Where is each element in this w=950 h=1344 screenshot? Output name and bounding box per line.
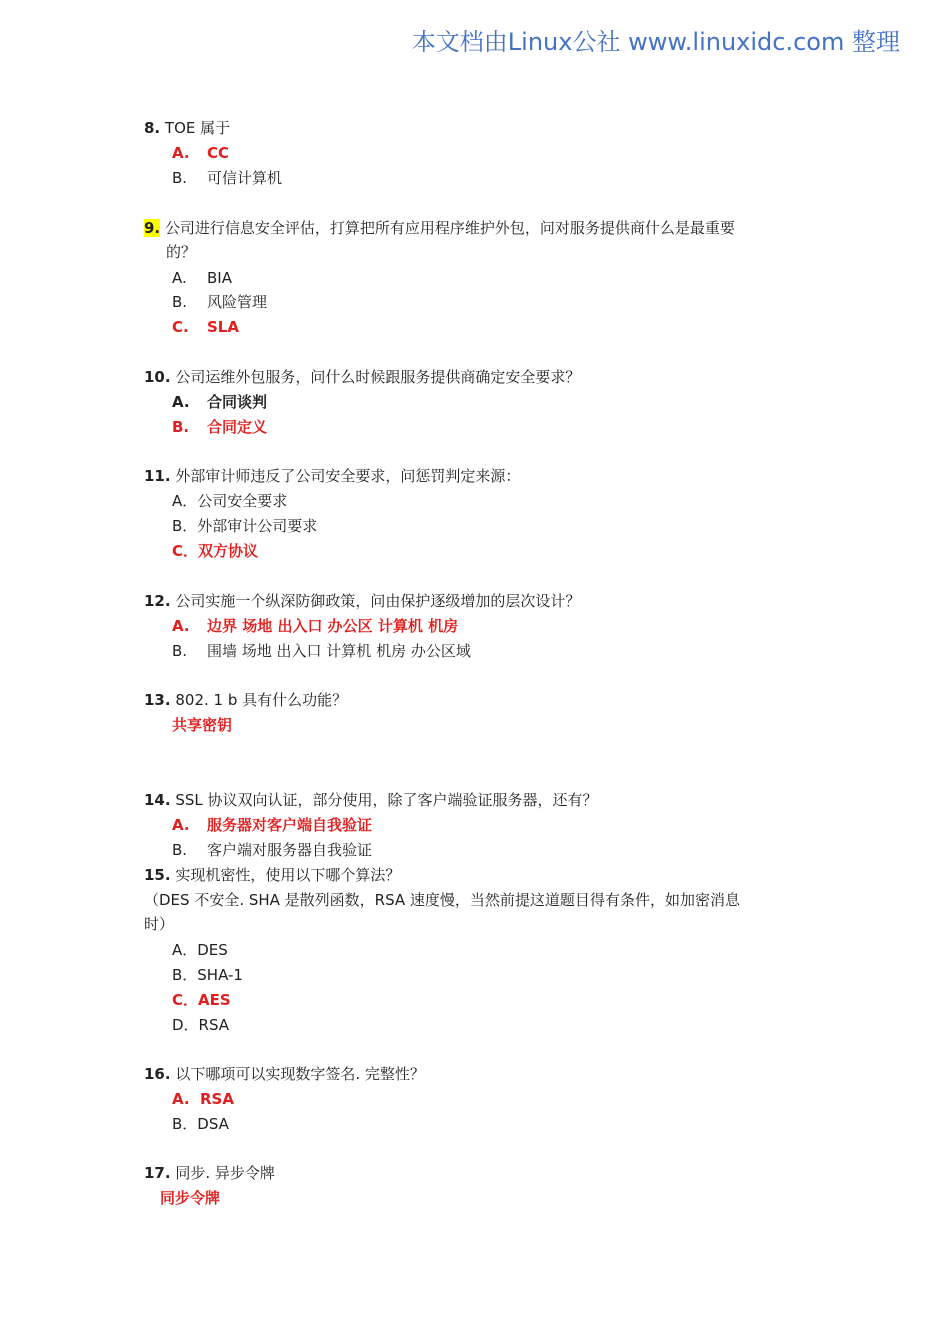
option-letter: A. bbox=[172, 816, 190, 834]
option-b bbox=[172, 168, 282, 188]
option-letter: B. bbox=[172, 169, 188, 187]
question-text: 同步. 异步令牌 bbox=[175, 1164, 275, 1182]
option-text: 合同谈判 bbox=[207, 393, 268, 411]
question-text: 公司运维外包服务，问什么时候跟服务提供商确定安全要求？ bbox=[175, 368, 581, 386]
question-13 bbox=[144, 690, 347, 710]
option-text: BIA bbox=[207, 269, 232, 287]
option-letter: A. bbox=[172, 1090, 190, 1108]
question-number: 8. bbox=[144, 119, 161, 137]
question-text: 公司实施一个纵深防御政策，问由保护逐级增加的层次设计？ bbox=[175, 592, 581, 610]
option-text: 围墙 场地 出入口 计算机 机房 办公区域 bbox=[207, 642, 471, 660]
question-number: 11. bbox=[144, 467, 171, 485]
question-number: 10. bbox=[144, 368, 171, 386]
question-12 bbox=[144, 591, 580, 611]
option-letter: B. bbox=[172, 293, 188, 311]
question-text: SSL 协议双向认证，部分使用，除了客户端验证服务器，还有？ bbox=[175, 791, 598, 809]
question-number: 16. bbox=[144, 1065, 171, 1083]
option-text: SLA bbox=[207, 318, 239, 336]
option-a-correct bbox=[172, 143, 229, 163]
question-10 bbox=[144, 367, 580, 387]
question-text: 802. 1 b 具有什么功能？ bbox=[175, 691, 348, 709]
question-number: 13. bbox=[144, 691, 171, 709]
question-8 bbox=[144, 118, 230, 138]
question-text-continued: 的？ bbox=[166, 243, 197, 261]
option-d: D．RSA bbox=[172, 1016, 230, 1034]
option-letter: C. bbox=[172, 318, 189, 336]
option-text: 可信计算机 bbox=[207, 169, 283, 187]
question-number-highlighted: 9. bbox=[144, 219, 161, 237]
option-a bbox=[172, 268, 232, 288]
option-letter: B. bbox=[172, 642, 188, 660]
question-number: 12. bbox=[144, 592, 171, 610]
option-letter: B. bbox=[172, 841, 188, 859]
question-9 bbox=[144, 218, 735, 238]
question-15 bbox=[144, 865, 400, 885]
option-b bbox=[172, 641, 471, 661]
option-a: A．DES bbox=[172, 941, 228, 959]
option-b: B．SHA-1 bbox=[172, 966, 243, 984]
option-a-correct bbox=[172, 815, 372, 835]
option-letter: A. bbox=[172, 617, 190, 635]
option-text: 客户端对服务器自我验证 bbox=[207, 841, 373, 859]
option-text: 边界 场地 出入口 办公区 计算机 机房 bbox=[207, 617, 459, 635]
option-c-correct: C．AES bbox=[172, 991, 231, 1009]
question-14 bbox=[144, 790, 598, 810]
option-text: 服务器对客户端自我验证 bbox=[207, 816, 373, 834]
question-text: TOE 属于 bbox=[164, 119, 231, 137]
question-number: 17. bbox=[144, 1164, 171, 1182]
option-text: 风险管理 bbox=[207, 293, 268, 311]
option-b bbox=[172, 840, 372, 860]
option-a-correct bbox=[172, 1089, 234, 1109]
question-number: 15. bbox=[144, 866, 171, 884]
option-b bbox=[172, 292, 267, 312]
option-letter: A. bbox=[172, 269, 187, 287]
question-text: 公司进行信息安全评估，打算把所有应用程序维护外包，问对服务提供商什么是最重要 bbox=[164, 219, 735, 237]
option-a bbox=[172, 392, 267, 412]
option-b-correct bbox=[172, 417, 267, 437]
option-c-correct bbox=[172, 317, 239, 337]
question-text: 以下哪项可以实现数字签名. 完整性？ bbox=[175, 1065, 425, 1083]
question-17 bbox=[144, 1163, 275, 1183]
option-a: A．公司安全要求 bbox=[172, 492, 288, 510]
question-note: （DES 不安全. SHA 是散列函数，RSA 速度慢，当然前提这道题目得有条件，如加密消息 bbox=[144, 891, 740, 909]
option-letter: A. bbox=[172, 393, 190, 411]
option-text: 合同定义 bbox=[207, 418, 268, 436]
question-text: 外部审计师违反了公司安全要求，问惩罚判定来源： bbox=[175, 467, 521, 485]
option-text: RSA bbox=[200, 1090, 234, 1108]
question-16 bbox=[144, 1064, 425, 1084]
option-letter: B. bbox=[172, 418, 190, 436]
question-11 bbox=[144, 466, 520, 486]
question-note-continued: 时） bbox=[144, 915, 175, 933]
answer-correct: 同步令牌 bbox=[160, 1189, 221, 1207]
option-a-correct bbox=[172, 616, 458, 636]
option-b: B．DSA bbox=[172, 1115, 229, 1133]
question-text: 实现机密性，使用以下哪个算法？ bbox=[175, 866, 401, 884]
document-header: 本文档由Linux公社 www.linuxidc.com 整理 bbox=[411, 28, 900, 56]
option-c-correct: C．双方协议 bbox=[172, 542, 259, 560]
option-text: CC bbox=[207, 144, 230, 162]
option-letter: A. bbox=[172, 144, 190, 162]
question-number: 14. bbox=[144, 791, 171, 809]
option-b: B．外部审计公司要求 bbox=[172, 517, 318, 535]
answer-correct: 共享密钥 bbox=[172, 716, 233, 734]
